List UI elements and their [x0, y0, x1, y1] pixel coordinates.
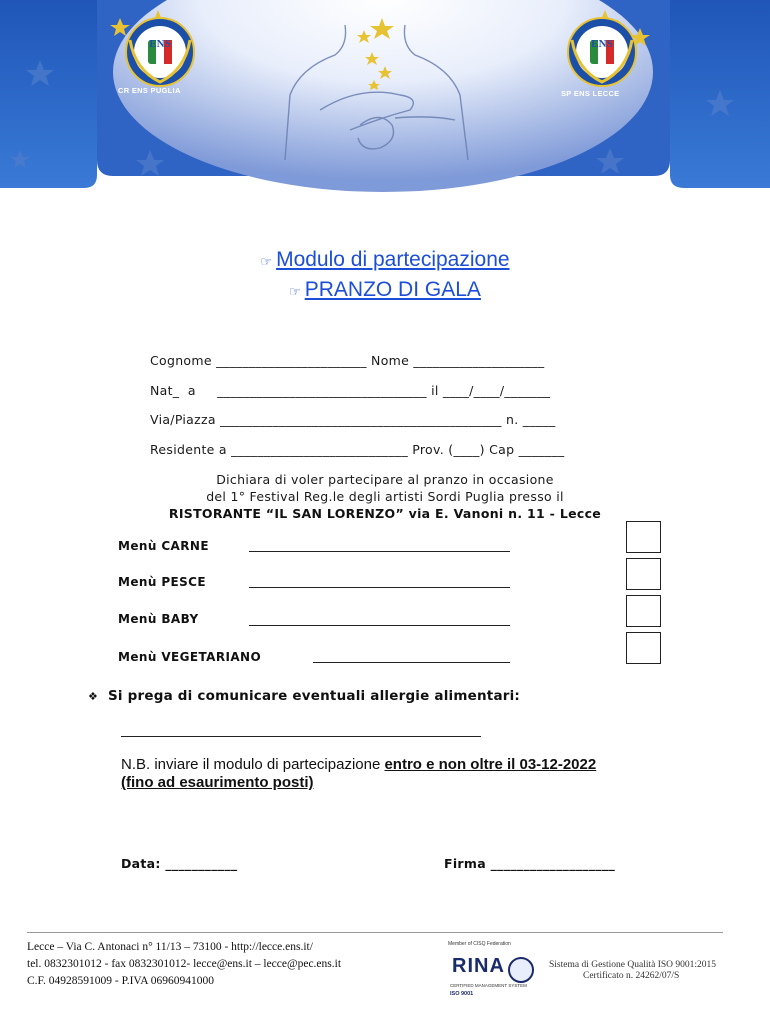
rina-iso-text: ISO 9001: [450, 991, 474, 997]
menu-vegetariano-line[interactable]: [313, 662, 510, 663]
declaration-line-2: del 1° Festival Reg.le degli artisti Sordi Puglia presso il: [206, 489, 564, 504]
diamond-bullet-icon: ❖: [88, 690, 99, 703]
footer-address: Lecce – Via C. Antonaci n° 11/13 – 73100 - http://lecce.ens.it/: [27, 941, 313, 953]
menu-carne-label: Menù CARNE: [118, 539, 209, 553]
cisq-seal-icon: [508, 957, 534, 983]
event-title: [0, 278, 770, 302]
deadline-note-line-2: (fino ad esaurimento posti): [121, 774, 314, 791]
date-field[interactable]: Data: ___________: [121, 856, 238, 871]
form-title: [0, 248, 770, 272]
deadline-note: [121, 756, 596, 773]
declaration-line-1: Dichiara di voler partecipare al pranzo in occasione: [216, 472, 554, 487]
birth-place-date-field[interactable]: Nat_ a ________________________________ il ____/____/_______: [150, 383, 551, 398]
right-logo-caption: SP ENS LECCE: [561, 89, 620, 98]
menu-pesce-checkbox[interactable]: [626, 558, 661, 590]
menu-baby-line[interactable]: [249, 625, 510, 626]
menu-pesce-line[interactable]: [249, 587, 510, 588]
cognome-nome-field[interactable]: Cognome _______________________ Nome ____________________: [150, 353, 545, 368]
allergy-request-text: Si prega di comunicare eventuali allergie alimentari:: [108, 688, 521, 704]
cr-ens-puglia-logo: [126, 18, 194, 86]
allergy-request: [88, 688, 520, 704]
footer-divider: [27, 932, 723, 933]
pointing-hand-icon: ☞: [289, 284, 301, 299]
menu-baby-checkbox[interactable]: [626, 595, 661, 627]
rina-member-text: Member of CISQ Federation: [448, 941, 511, 947]
menu-vegetariano-checkbox[interactable]: [626, 632, 661, 664]
rina-certified-text: CERTIFIED MANAGEMENT SYSTEM: [450, 983, 527, 988]
svg-text:ENS: ENS: [149, 38, 171, 50]
signature-field[interactable]: Firma ___________________: [444, 856, 616, 871]
rina-certification-logo: [448, 941, 540, 1003]
form-title-text: Modulo di partecipazione: [276, 248, 510, 271]
left-logo-caption: CR ENS PUGLIA: [118, 86, 181, 95]
menu-baby-label: Menù BABY: [118, 612, 199, 626]
header-banner: [0, 0, 770, 195]
menu-pesce-label: Menù PESCE: [118, 575, 206, 589]
footer-tax-ids: C.F. 04928591009 - P.IVA 06960941000: [27, 975, 215, 987]
deadline-note-prefix: N.B. inviare il modulo di partecipazione: [121, 756, 385, 773]
address-field[interactable]: Via/Piazza ___________________________________________ n. _____: [150, 412, 556, 427]
iso-certificate-text: Certificato n. 24262/07/S: [583, 971, 680, 981]
restaurant-line: RISTORANTE “IL SAN LORENZO” via E. Vanoni n. 11 - Lecce: [168, 506, 602, 521]
sp-ens-lecce-logo: [568, 18, 636, 86]
iso-system-text: Sistema di Gestione Qualità ISO 9001:2015: [549, 960, 717, 970]
pointing-hand-icon: ☞: [260, 254, 273, 269]
menu-vegetariano-label: Menù VEGETARIANO: [118, 650, 262, 664]
menu-carne-line[interactable]: [249, 551, 510, 552]
menu-carne-checkbox[interactable]: [626, 521, 661, 553]
rina-logo-text: RINA: [452, 955, 505, 977]
event-title-text: PRANZO DI GALA: [304, 278, 481, 301]
allergy-input-line[interactable]: [121, 736, 481, 737]
svg-text:ENS: ENS: [591, 38, 613, 50]
footer-contacts: tel. 0832301012 - fax 0832301012- lecce@ens.it – lecce@pec.ens.it: [27, 958, 342, 970]
deadline-date: entro e non oltre il 03-12-2022: [384, 756, 597, 773]
residence-field[interactable]: Residente a ___________________________ Prov. (____) Cap _______: [150, 442, 565, 457]
